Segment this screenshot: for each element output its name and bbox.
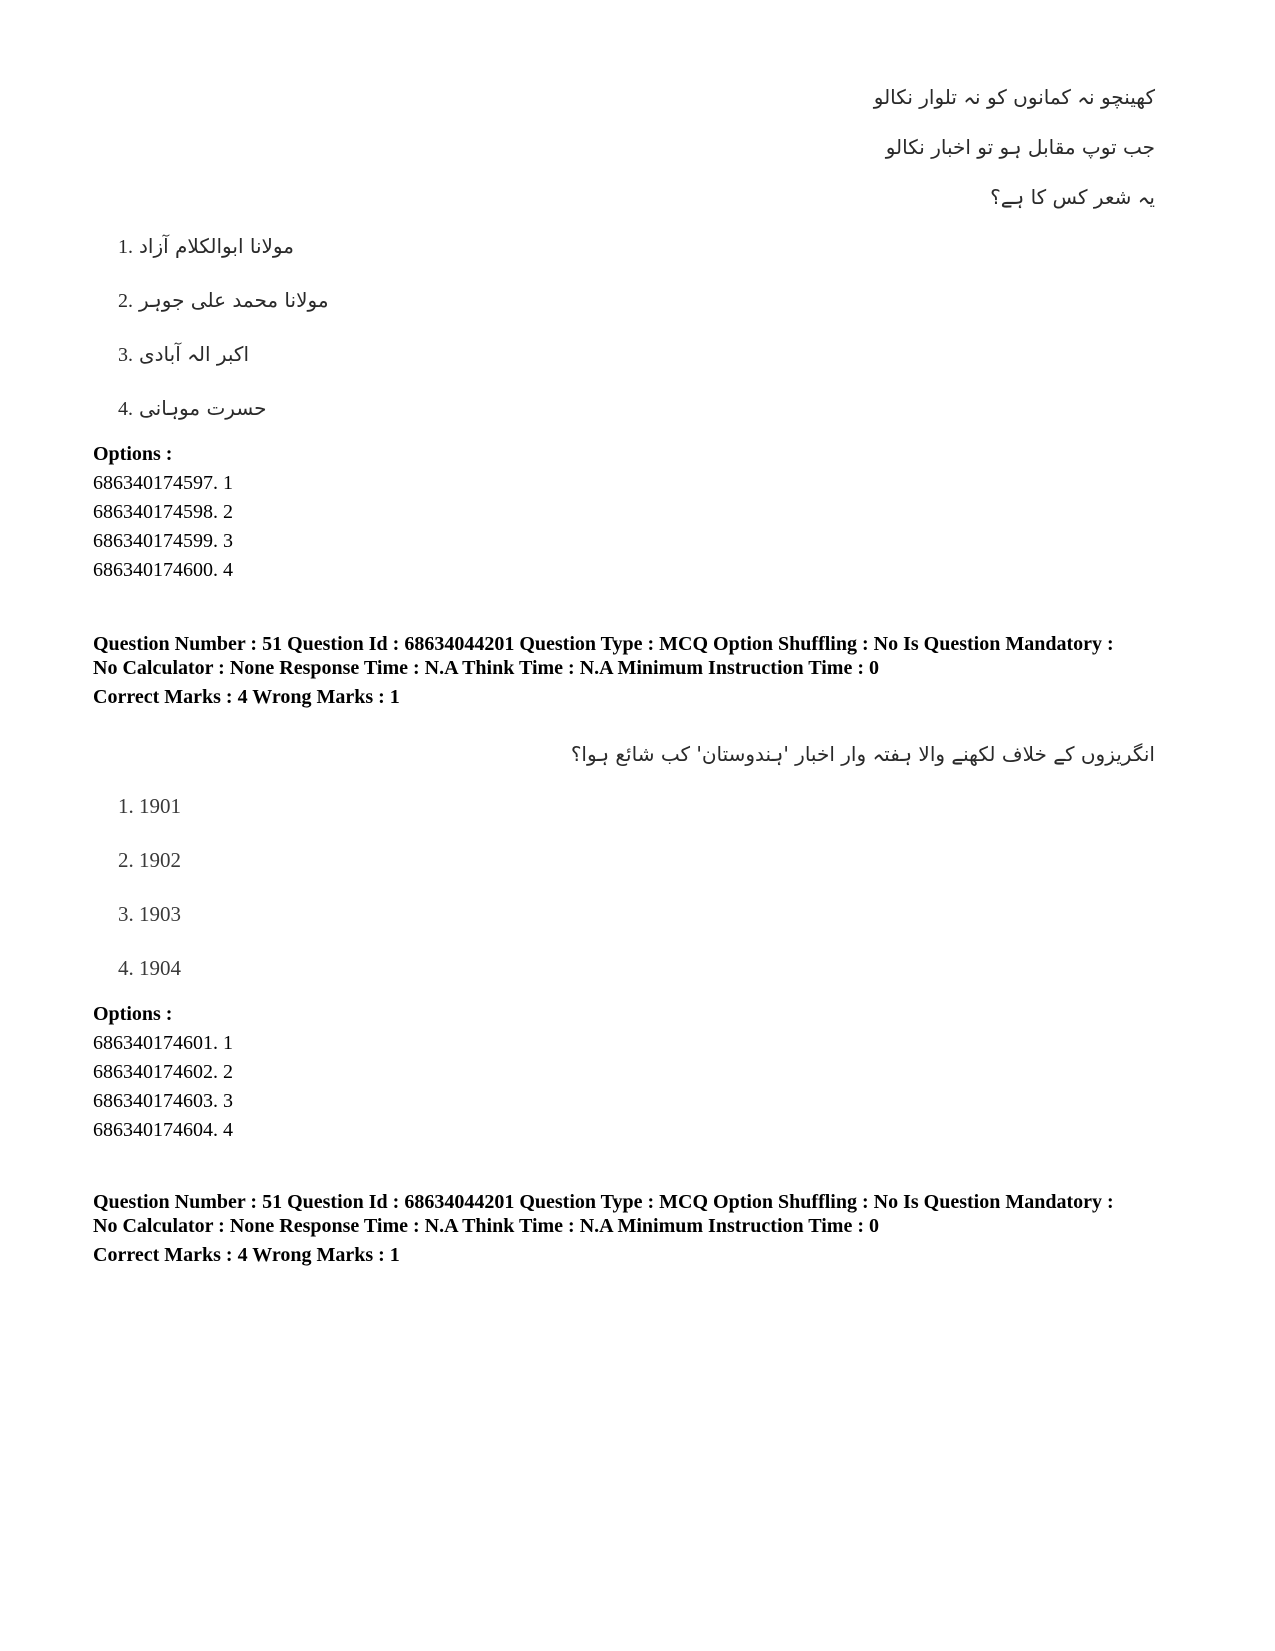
option-id-4: 686340174604. 4: [93, 1119, 233, 1141]
meta-line-2: No Calculator : None Response Time : N.A Think Time : N.A Minimum Instruction Time : 0: [93, 657, 879, 679]
meta-line-2: No Calculator : None Response Time : N.A Think Time : N.A Minimum Instruction Time : 0: [93, 1215, 879, 1237]
choice-2: 2. 1902: [118, 848, 181, 872]
question-51-choices: [118, 792, 181, 1008]
choice-3: 3. 1903: [118, 902, 181, 926]
choice-3: 3. اکبر الہ آبادی: [118, 342, 250, 366]
choice-2: 2. مولانا محمد علی جوہر: [118, 288, 329, 312]
question-51-stem: [571, 738, 1155, 770]
option-id-2: 686340174598. 2: [93, 501, 233, 523]
question-50-options: [93, 440, 233, 585]
question-text: یہ شعر کس کا ہے؟: [990, 185, 1155, 209]
option-id-1: 686340174597. 1: [93, 472, 233, 494]
meta-line-1: Question Number : 51 Question Id : 68634044201 Question Type : MCQ Option Shuffling : No Is Question Mandatory :: [93, 633, 1114, 655]
question-51-meta: [93, 632, 1193, 709]
meta-line-1: Question Number : 51 Question Id : 68634044201 Question Type : MCQ Option Shuffling : No Is Question Mandatory :: [93, 1191, 1114, 1213]
choice-1: 1. 1901: [118, 794, 181, 818]
question-text: انگریزوں کے خلاف لکھنے والا ہفتہ وار اخبار 'ہندوستان' کب شائع ہوا؟: [570, 742, 1155, 766]
marks-line: Correct Marks : 4 Wrong Marks : 1: [93, 686, 400, 708]
question-50-stem: [874, 72, 1155, 222]
option-id-1: 686340174601. 1: [93, 1032, 233, 1054]
couplet-line-2: جب توپ مقابل ہو تو اخبار نکالو: [885, 135, 1155, 159]
question-52-meta: [93, 1190, 1193, 1267]
choice-4: 4. 1904: [118, 956, 181, 980]
question-50-choices: [118, 232, 329, 448]
question-51-options: [93, 1000, 233, 1145]
option-id-4: 686340174600. 4: [93, 559, 233, 581]
option-id-3: 686340174603. 3: [93, 1090, 233, 1112]
choice-1: 1. مولانا ابوالکلام آزاد: [118, 234, 294, 258]
options-header: Options :: [93, 1003, 173, 1025]
option-id-3: 686340174599. 3: [93, 530, 233, 552]
marks-line: Correct Marks : 4 Wrong Marks : 1: [93, 1244, 400, 1266]
couplet-line-1: کھینچو نہ کمانوں کو نہ تلوار نکالو: [873, 85, 1155, 109]
choice-4: 4. حسرت موہانی: [118, 396, 267, 420]
option-id-2: 686340174602. 2: [93, 1061, 233, 1083]
options-header: Options :: [93, 443, 173, 465]
